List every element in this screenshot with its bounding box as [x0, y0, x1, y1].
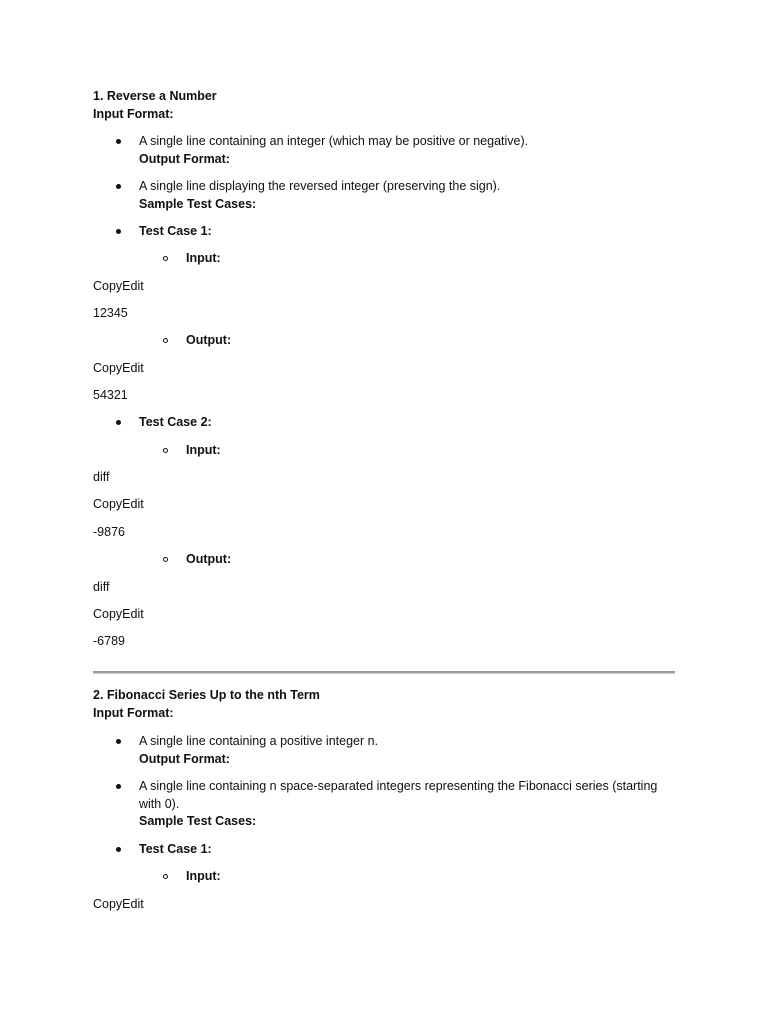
section1-tc2-label: Test Case 2:: [139, 415, 212, 429]
circle-bullet-icon: [163, 256, 168, 261]
bullet-icon: [116, 184, 121, 189]
section2-tc1-label: Test Case 1:: [139, 842, 212, 856]
section2-input-format-label: Input Format:: [93, 706, 174, 720]
bullet-icon: [116, 229, 121, 234]
copy-edit-text: CopyEdit: [93, 497, 144, 511]
section1-tc1-label: Test Case 1:: [139, 224, 212, 238]
bullet-icon: [116, 139, 121, 144]
section1-tc1-output-label: Output:: [186, 333, 232, 347]
section2-title: 2. Fibonacci Series Up to the nth Term: [93, 688, 320, 702]
bullet-icon: [116, 739, 121, 744]
code-value: -6789: [93, 634, 125, 648]
circle-bullet-icon: [163, 338, 168, 343]
section2-output-format-item-line1: A single line containing n space-separated integers representing the Fibonacci series (starting: [139, 779, 658, 793]
section1-output-format-label: Output Format:: [139, 152, 230, 166]
code-value: 54321: [93, 388, 128, 402]
section1-sample-label: Sample Test Cases:: [139, 197, 257, 211]
section1-tc2-output-label: Output:: [186, 552, 232, 566]
horizontal-divider: [93, 671, 675, 674]
code-value: 12345: [93, 306, 128, 320]
section2-input-format-item: A single line containing a positive integer n.: [139, 734, 379, 748]
circle-bullet-icon: [163, 874, 168, 879]
code-value: -9876: [93, 525, 125, 539]
section1-tc2-input-label: Input:: [186, 443, 221, 457]
bullet-icon: [116, 847, 121, 852]
section2-sample-label: Sample Test Cases:: [139, 814, 257, 828]
copy-edit-text: CopyEdit: [93, 279, 144, 293]
code-language-text: diff: [93, 580, 110, 594]
code-language-text: diff: [93, 470, 110, 484]
copy-edit-text: CopyEdit: [93, 897, 144, 911]
bullet-icon: [116, 420, 121, 425]
copy-edit-text: CopyEdit: [93, 607, 144, 621]
bullet-icon: [116, 784, 121, 789]
section2-output-format-label: Output Format:: [139, 752, 230, 766]
section1-title: 1. Reverse a Number: [93, 89, 217, 103]
section2-tc1-input-label: Input:: [186, 869, 221, 883]
section1-tc1-input-label: Input:: [186, 251, 221, 265]
section2-output-format-item-line2: with 0).: [139, 797, 180, 811]
section1-input-format-label: Input Format:: [93, 107, 174, 121]
copy-edit-text: CopyEdit: [93, 361, 144, 375]
circle-bullet-icon: [163, 557, 168, 562]
section1-output-format-item: A single line displaying the reversed integer (preserving the sign).: [139, 179, 501, 193]
section1-input-format-item: A single line containing an integer (which may be positive or negative).: [139, 134, 529, 148]
circle-bullet-icon: [163, 448, 168, 453]
